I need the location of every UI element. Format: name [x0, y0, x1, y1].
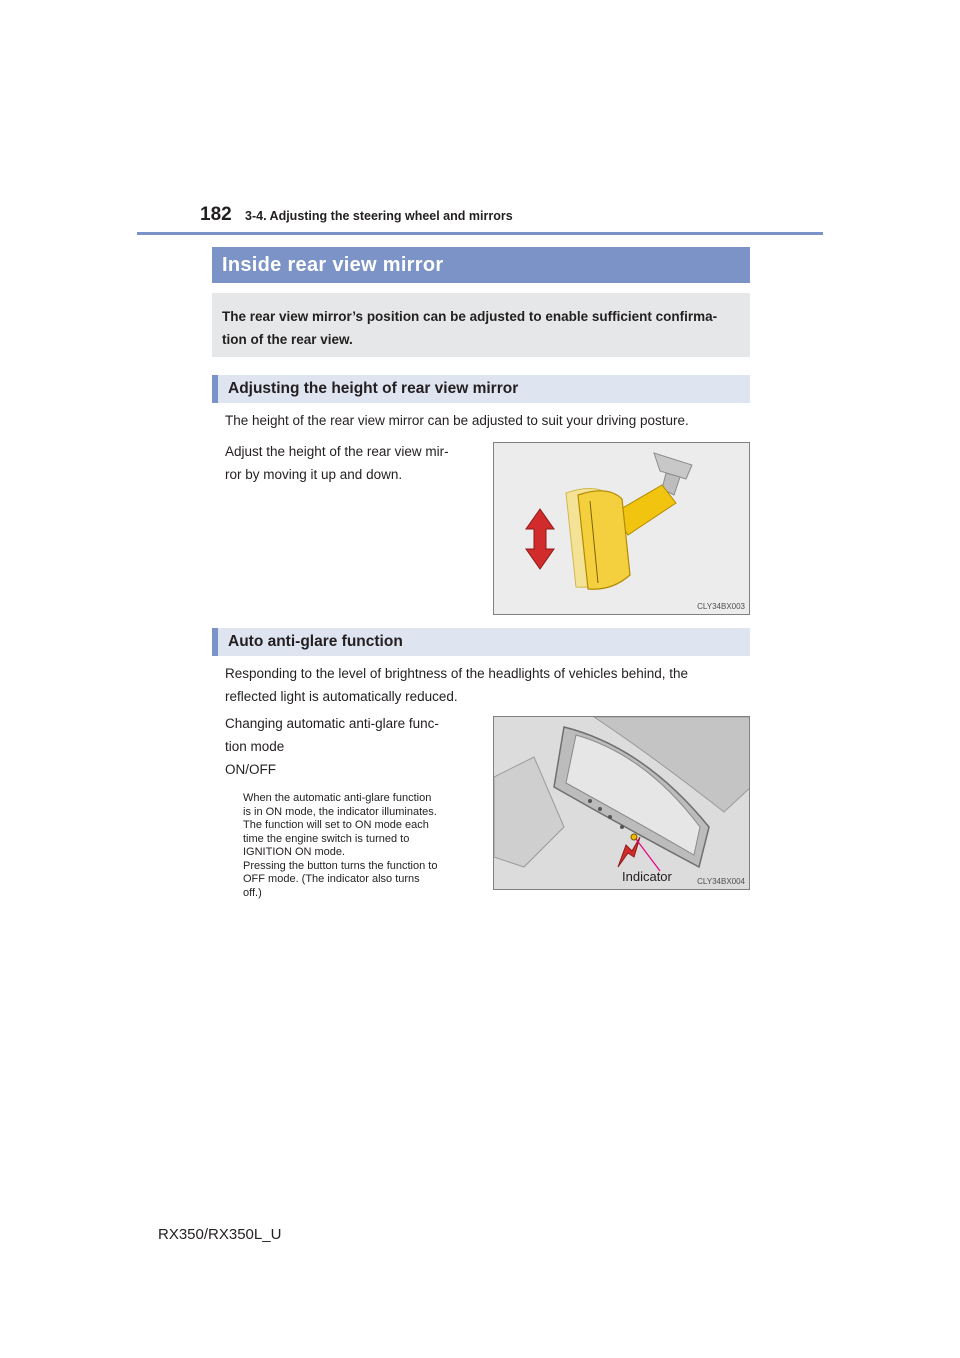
- anti-glare-step-line-3: ON/OFF: [225, 762, 276, 777]
- anti-glare-note: [243, 792, 479, 900]
- anti-glare-intro-line-1: Responding to the level of brightness of the headlights of vehicles behind, the: [225, 666, 689, 681]
- section-summary: [212, 293, 750, 357]
- mirror-height-illustration: [494, 443, 750, 615]
- height-adjust-intro: The height of the rear view mirror can be adjusted to suit your driving posture.: [225, 413, 689, 428]
- model-footer: RX350/RX350L_U: [158, 1226, 282, 1243]
- summary-line-1: The rear view mirror’s position can be adjusted to enable sufficient confirma-: [222, 309, 718, 324]
- note-line: IGNITION ON mode.: [243, 846, 346, 858]
- figure-code: CLY34BX004: [697, 877, 745, 886]
- anti-glare-heading: Auto anti-glare function: [212, 628, 750, 656]
- summary-line-2: tion of the rear view.: [222, 332, 353, 347]
- height-adjust-heading: Adjusting the height of rear view mirror: [212, 375, 750, 403]
- figure-code: CLY34BX003: [697, 602, 745, 611]
- height-step-line-1: Adjust the height of the rear view mir-: [225, 444, 449, 459]
- header-rule: [137, 232, 823, 235]
- note-line: off.): [243, 886, 262, 899]
- note-line: is in ON mode, the indicator illuminates.: [243, 805, 437, 818]
- chapter-title: 3-4. Adjusting the steering wheel and mirrors: [245, 209, 513, 223]
- anti-glare-step-line-2: tion mode: [225, 739, 285, 754]
- page-number: 182: [200, 204, 232, 225]
- height-step-line-2: ror by moving it up and down.: [225, 467, 403, 482]
- height-adjust-step: [225, 440, 490, 486]
- section-title: Inside rear view mirror: [212, 247, 750, 283]
- anti-glare-intro: [225, 662, 688, 708]
- indicator-callout: Indicator: [622, 869, 672, 884]
- anti-glare-illustration: [494, 717, 750, 890]
- anti-glare-intro-line-2: reflected light is automatically reduced.: [225, 689, 458, 704]
- note-line: The function will set to ON mode each: [243, 819, 429, 831]
- anti-glare-figure: [493, 716, 750, 890]
- note-line: Pressing the button turns the function to: [243, 859, 438, 872]
- note-line: When the automatic anti-glare function: [243, 792, 432, 804]
- note-line: time the engine switch is turned to: [243, 832, 410, 845]
- mirror-height-figure: [493, 442, 750, 615]
- anti-glare-step: [225, 712, 490, 781]
- anti-glare-step-line-1: Changing automatic anti-glare func-: [225, 716, 439, 731]
- note-line: OFF mode. (The indicator also turns: [243, 873, 420, 885]
